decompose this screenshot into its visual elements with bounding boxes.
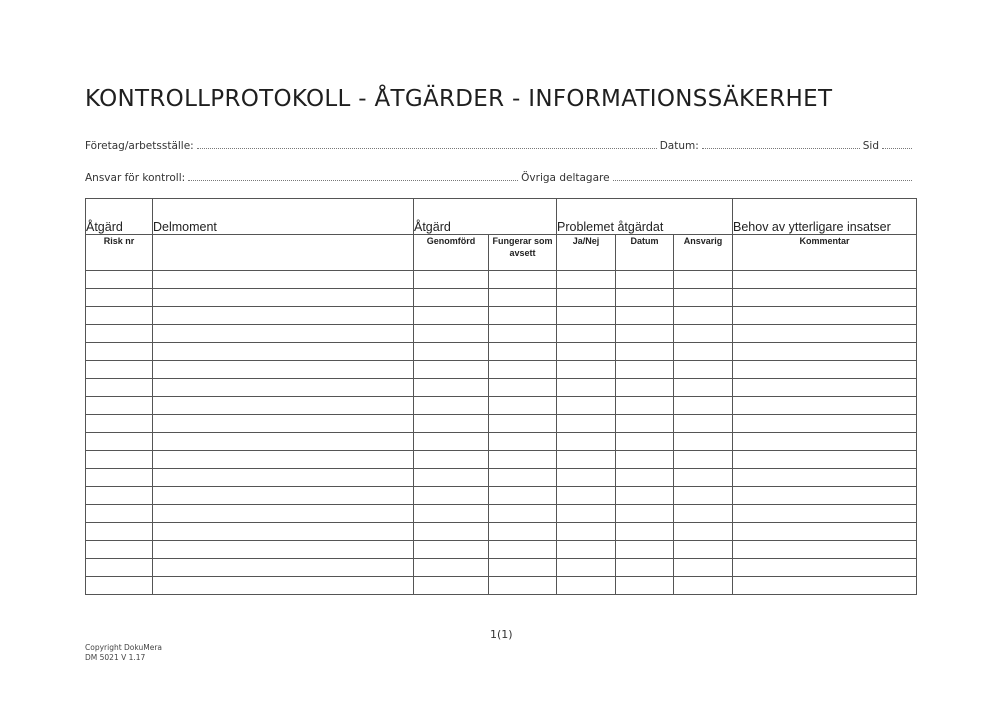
subheader-genomford: Genomförd bbox=[414, 235, 489, 271]
cell-delmoment[interactable] bbox=[153, 559, 414, 577]
cell-kommentar[interactable] bbox=[733, 541, 917, 559]
cell-genomford[interactable] bbox=[414, 433, 489, 451]
cell-ansvarig[interactable] bbox=[674, 415, 733, 433]
cell-delmoment[interactable] bbox=[153, 325, 414, 343]
cell-ja-nej[interactable] bbox=[557, 289, 616, 307]
cell-fungerar[interactable] bbox=[489, 451, 557, 469]
cell-datum[interactable] bbox=[616, 523, 674, 541]
cell-fungerar[interactable] bbox=[489, 307, 557, 325]
cell-fungerar[interactable] bbox=[489, 343, 557, 361]
cell-kommentar[interactable] bbox=[733, 307, 917, 325]
cell-risk-nr[interactable] bbox=[86, 415, 153, 433]
actions-table bbox=[85, 198, 917, 595]
cell-kommentar[interactable] bbox=[733, 433, 917, 451]
cell-datum[interactable] bbox=[616, 343, 674, 361]
cell-datum[interactable] bbox=[616, 559, 674, 577]
cell-fungerar[interactable] bbox=[489, 271, 557, 289]
cell-kommentar[interactable] bbox=[733, 559, 917, 577]
cell-ansvarig[interactable] bbox=[674, 397, 733, 415]
header-delmoment: Delmoment bbox=[153, 199, 414, 235]
cell-risk-nr[interactable] bbox=[86, 379, 153, 397]
cell-delmoment[interactable] bbox=[153, 577, 414, 595]
cell-ansvarig[interactable] bbox=[674, 559, 733, 577]
cell-delmoment[interactable] bbox=[153, 469, 414, 487]
page-number: 1(1) bbox=[490, 628, 513, 641]
cell-fungerar[interactable] bbox=[489, 505, 557, 523]
cell-ja-nej[interactable] bbox=[557, 541, 616, 559]
cell-fungerar[interactable] bbox=[489, 577, 557, 595]
company-field[interactable] bbox=[197, 139, 657, 149]
date-field[interactable] bbox=[702, 139, 860, 149]
cell-kommentar[interactable] bbox=[733, 487, 917, 505]
cell-datum[interactable] bbox=[616, 451, 674, 469]
cell-fungerar[interactable] bbox=[489, 433, 557, 451]
copyright-block bbox=[85, 643, 162, 663]
header-problemet-atgardat: Problemet åtgärdat bbox=[557, 199, 733, 235]
cell-risk-nr[interactable] bbox=[86, 451, 153, 469]
subheader-blank bbox=[153, 235, 414, 271]
cell-ansvarig[interactable] bbox=[674, 433, 733, 451]
cell-ja-nej[interactable] bbox=[557, 397, 616, 415]
cell-ansvarig[interactable] bbox=[674, 289, 733, 307]
sub-header-row bbox=[86, 235, 917, 271]
cell-genomford[interactable] bbox=[414, 289, 489, 307]
subheader-ansvarig: Ansvarig bbox=[674, 235, 733, 271]
cell-genomford[interactable] bbox=[414, 469, 489, 487]
cell-kommentar[interactable] bbox=[733, 505, 917, 523]
cell-ja-nej[interactable] bbox=[557, 577, 616, 595]
cell-delmoment[interactable] bbox=[153, 541, 414, 559]
table-row bbox=[86, 487, 917, 505]
cell-delmoment[interactable] bbox=[153, 271, 414, 289]
cell-ansvarig[interactable] bbox=[674, 379, 733, 397]
table-row bbox=[86, 307, 917, 325]
table-row bbox=[86, 325, 917, 343]
subheader-ja-nej: Ja/Nej bbox=[557, 235, 616, 271]
cell-genomford[interactable] bbox=[414, 271, 489, 289]
subheader-kommentar: Kommentar bbox=[733, 235, 917, 271]
cell-kommentar[interactable] bbox=[733, 415, 917, 433]
table-row bbox=[86, 271, 917, 289]
header-behov: Behov av ytterligare insatser bbox=[733, 199, 917, 235]
cell-genomford[interactable] bbox=[414, 451, 489, 469]
cell-ja-nej[interactable] bbox=[557, 361, 616, 379]
cell-ja-nej[interactable] bbox=[557, 343, 616, 361]
cell-risk-nr[interactable] bbox=[86, 505, 153, 523]
cell-risk-nr[interactable] bbox=[86, 361, 153, 379]
cell-ja-nej[interactable] bbox=[557, 559, 616, 577]
page-label: Sid bbox=[862, 140, 879, 152]
company-label: Företag/arbetsställe: bbox=[85, 140, 194, 152]
cell-delmoment[interactable] bbox=[153, 487, 414, 505]
cell-datum[interactable] bbox=[616, 325, 674, 343]
cell-kommentar[interactable] bbox=[733, 523, 917, 541]
cell-genomford[interactable] bbox=[414, 577, 489, 595]
cell-fungerar[interactable] bbox=[489, 325, 557, 343]
page-field[interactable] bbox=[882, 139, 912, 149]
cell-ansvarig[interactable] bbox=[674, 577, 733, 595]
cell-fungerar[interactable] bbox=[489, 379, 557, 397]
cell-datum[interactable] bbox=[616, 433, 674, 451]
cell-genomford[interactable] bbox=[414, 559, 489, 577]
table-row bbox=[86, 541, 917, 559]
cell-ansvarig[interactable] bbox=[674, 487, 733, 505]
responsible-participants-line bbox=[85, 171, 915, 184]
cell-ansvarig[interactable] bbox=[674, 469, 733, 487]
table-row bbox=[86, 559, 917, 577]
cell-risk-nr[interactable] bbox=[86, 433, 153, 451]
cell-kommentar[interactable] bbox=[733, 271, 917, 289]
cell-delmoment[interactable] bbox=[153, 415, 414, 433]
cell-ansvarig[interactable] bbox=[674, 307, 733, 325]
cell-delmoment[interactable] bbox=[153, 505, 414, 523]
participants-label: Övriga deltagare bbox=[521, 172, 610, 184]
cell-delmoment[interactable] bbox=[153, 289, 414, 307]
header-atgard-group: Åtgärd bbox=[414, 199, 557, 235]
cell-fungerar[interactable] bbox=[489, 559, 557, 577]
table-row bbox=[86, 343, 917, 361]
cell-genomford[interactable] bbox=[414, 361, 489, 379]
cell-risk-nr[interactable] bbox=[86, 397, 153, 415]
cell-fungerar[interactable] bbox=[489, 523, 557, 541]
cell-datum[interactable] bbox=[616, 397, 674, 415]
cell-kommentar[interactable] bbox=[733, 577, 917, 595]
cell-ja-nej[interactable] bbox=[557, 307, 616, 325]
cell-ja-nej[interactable] bbox=[557, 379, 616, 397]
table-row bbox=[86, 523, 917, 541]
cell-ansvarig[interactable] bbox=[674, 523, 733, 541]
table-row bbox=[86, 505, 917, 523]
cell-datum[interactable] bbox=[616, 361, 674, 379]
cell-delmoment[interactable] bbox=[153, 361, 414, 379]
cell-fungerar[interactable] bbox=[489, 361, 557, 379]
cell-fungerar[interactable] bbox=[489, 541, 557, 559]
cell-genomford[interactable] bbox=[414, 415, 489, 433]
cell-datum[interactable] bbox=[616, 271, 674, 289]
cell-datum[interactable] bbox=[616, 505, 674, 523]
cell-kommentar[interactable] bbox=[733, 361, 917, 379]
date-label: Datum: bbox=[659, 140, 699, 152]
cell-fungerar[interactable] bbox=[489, 289, 557, 307]
cell-genomford[interactable] bbox=[414, 487, 489, 505]
cell-ja-nej[interactable] bbox=[557, 433, 616, 451]
cell-datum[interactable] bbox=[616, 415, 674, 433]
company-date-line bbox=[85, 139, 915, 152]
table-row bbox=[86, 433, 917, 451]
header-atgard: Åtgärd bbox=[86, 199, 153, 235]
cell-ja-nej[interactable] bbox=[557, 487, 616, 505]
cell-delmoment[interactable] bbox=[153, 523, 414, 541]
table-row bbox=[86, 451, 917, 469]
table-row bbox=[86, 397, 917, 415]
cell-risk-nr[interactable] bbox=[86, 541, 153, 559]
document-title: KONTROLLPROTOKOLL - ÅTGÄRDER - INFORMATIONSSÄKERHET bbox=[85, 86, 833, 112]
table-body bbox=[86, 271, 917, 595]
cell-risk-nr[interactable] bbox=[86, 325, 153, 343]
cell-ansvarig[interactable] bbox=[674, 325, 733, 343]
cell-datum[interactable] bbox=[616, 577, 674, 595]
cell-kommentar[interactable] bbox=[733, 325, 917, 343]
responsible-field[interactable] bbox=[188, 171, 518, 181]
cell-risk-nr[interactable] bbox=[86, 307, 153, 325]
cell-genomford[interactable] bbox=[414, 523, 489, 541]
cell-ja-nej[interactable] bbox=[557, 451, 616, 469]
subheader-datum: Datum bbox=[616, 235, 674, 271]
cell-risk-nr[interactable] bbox=[86, 343, 153, 361]
table-row bbox=[86, 289, 917, 307]
cell-ansvarig[interactable] bbox=[674, 343, 733, 361]
cell-risk-nr[interactable] bbox=[86, 469, 153, 487]
cell-ansvarig[interactable] bbox=[674, 541, 733, 559]
table-row bbox=[86, 415, 917, 433]
cell-fungerar[interactable] bbox=[489, 415, 557, 433]
table-row bbox=[86, 379, 917, 397]
cell-genomford[interactable] bbox=[414, 541, 489, 559]
participants-field[interactable] bbox=[613, 171, 912, 181]
cell-ja-nej[interactable] bbox=[557, 523, 616, 541]
cell-kommentar[interactable] bbox=[733, 379, 917, 397]
cell-datum[interactable] bbox=[616, 541, 674, 559]
cell-risk-nr[interactable] bbox=[86, 577, 153, 595]
cell-ja-nej[interactable] bbox=[557, 415, 616, 433]
table-row bbox=[86, 577, 917, 595]
cell-ja-nej[interactable] bbox=[557, 325, 616, 343]
cell-fungerar[interactable] bbox=[489, 487, 557, 505]
cell-fungerar[interactable] bbox=[489, 469, 557, 487]
cell-risk-nr[interactable] bbox=[86, 271, 153, 289]
table-row bbox=[86, 361, 917, 379]
cell-delmoment[interactable] bbox=[153, 343, 414, 361]
cell-ja-nej[interactable] bbox=[557, 271, 616, 289]
cell-risk-nr[interactable] bbox=[86, 289, 153, 307]
cell-genomford[interactable] bbox=[414, 325, 489, 343]
cell-kommentar[interactable] bbox=[733, 289, 917, 307]
subheader-fungerar: Fungerar som avsett bbox=[489, 235, 557, 271]
responsible-label: Ansvar för kontroll: bbox=[85, 172, 186, 184]
cell-genomford[interactable] bbox=[414, 343, 489, 361]
cell-ja-nej[interactable] bbox=[557, 469, 616, 487]
cell-genomford[interactable] bbox=[414, 505, 489, 523]
cell-kommentar[interactable] bbox=[733, 397, 917, 415]
cell-datum[interactable] bbox=[616, 469, 674, 487]
cell-delmoment[interactable] bbox=[153, 397, 414, 415]
cell-delmoment[interactable] bbox=[153, 379, 414, 397]
table-row bbox=[86, 469, 917, 487]
cell-risk-nr[interactable] bbox=[86, 559, 153, 577]
cell-ansvarig[interactable] bbox=[674, 505, 733, 523]
group-header-row bbox=[86, 199, 917, 235]
version-text: DM 5021 V 1.17 bbox=[85, 653, 146, 662]
cell-delmoment[interactable] bbox=[153, 451, 414, 469]
cell-ja-nej[interactable] bbox=[557, 505, 616, 523]
cell-kommentar[interactable] bbox=[733, 343, 917, 361]
cell-ansvarig[interactable] bbox=[674, 271, 733, 289]
cell-datum[interactable] bbox=[616, 379, 674, 397]
cell-genomford[interactable] bbox=[414, 379, 489, 397]
cell-genomford[interactable] bbox=[414, 397, 489, 415]
copyright-text: Copyright DokuMera bbox=[85, 643, 163, 652]
subheader-risk-nr: Risk nr bbox=[86, 235, 153, 271]
cell-risk-nr[interactable] bbox=[86, 487, 153, 505]
cell-delmoment[interactable] bbox=[153, 307, 414, 325]
cell-fungerar[interactable] bbox=[489, 397, 557, 415]
cell-ansvarig[interactable] bbox=[674, 361, 733, 379]
cell-ansvarig[interactable] bbox=[674, 451, 733, 469]
cell-kommentar[interactable] bbox=[733, 469, 917, 487]
cell-delmoment[interactable] bbox=[153, 433, 414, 451]
cell-datum[interactable] bbox=[616, 289, 674, 307]
cell-datum[interactable] bbox=[616, 487, 674, 505]
cell-genomford[interactable] bbox=[414, 307, 489, 325]
cell-kommentar[interactable] bbox=[733, 451, 917, 469]
cell-datum[interactable] bbox=[616, 307, 674, 325]
cell-risk-nr[interactable] bbox=[86, 523, 153, 541]
